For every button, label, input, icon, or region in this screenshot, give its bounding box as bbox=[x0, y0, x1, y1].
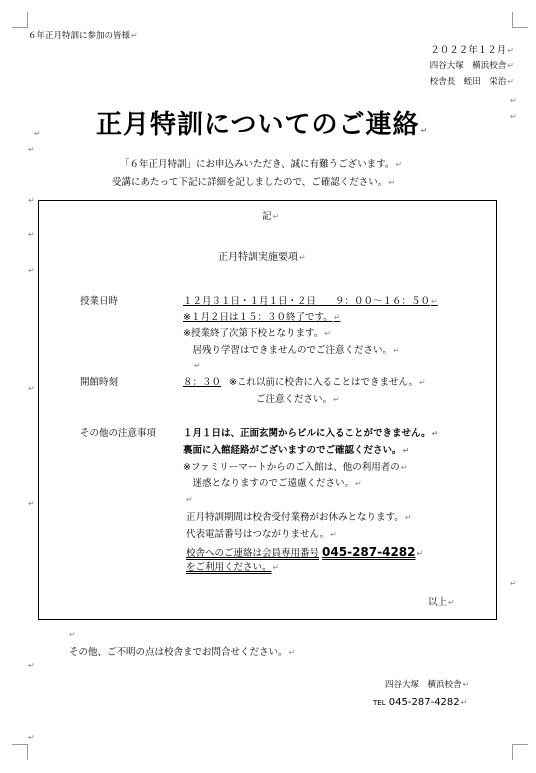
footer-tel-label: TEL bbox=[373, 699, 386, 707]
paragraph-mark-icon: ↵ bbox=[462, 680, 470, 689]
class-time-line-1 bbox=[183, 296, 438, 307]
closing bbox=[69, 647, 295, 658]
paragraph-mark-icon: ↵ bbox=[299, 253, 306, 262]
date-text: ２０２２年１２月 bbox=[430, 45, 507, 56]
notice-bold-1 bbox=[183, 428, 438, 439]
class-time-text: １２月３１日・１月１日・２日 ９：００〜１６：５０ bbox=[183, 296, 431, 307]
notice-bold-text: 裏面に入館経路がございますのでご確認ください。 bbox=[183, 445, 402, 456]
paragraph-mark-icon: ↵ bbox=[431, 429, 439, 438]
paragraph-mark-icon: ↵ bbox=[431, 297, 438, 306]
footer-tel-number: 045-287-4282 bbox=[388, 697, 460, 708]
paragraph-mark-icon: ↵ bbox=[131, 31, 138, 40]
footer-school bbox=[385, 680, 469, 690]
margin-paragraph-mark: ↵ bbox=[34, 129, 41, 138]
paragraph-mark-icon: ↵ bbox=[395, 160, 403, 169]
item-label-other-notes: その他の注意事項 bbox=[80, 428, 157, 439]
paragraph-mark-icon: ↵ bbox=[400, 463, 408, 472]
margin-paragraph-mark: ↵ bbox=[28, 733, 35, 742]
header-note bbox=[28, 31, 138, 41]
office-text: 代表電話番号はつながりません。 bbox=[186, 529, 330, 540]
crop-mark-bl-v bbox=[27, 744, 28, 760]
crop-mark-br-h bbox=[512, 744, 528, 745]
office-line-2 bbox=[186, 529, 337, 540]
opening-time-note-text: ※これ以前に校舎に入ることはできません。 bbox=[229, 377, 419, 388]
opening-time-note-2 bbox=[256, 394, 340, 405]
intro-text: 「６年正月特訓」にお申込みいただき、誠に有難うございます。 bbox=[120, 159, 395, 170]
paragraph-mark-icon: ↵ bbox=[460, 698, 468, 707]
header-note-text: ６年正月特訓に参加の皆様 bbox=[28, 31, 131, 41]
paragraph-mark-icon: ↵ bbox=[420, 126, 429, 135]
paragraph-mark-icon: ↵ bbox=[507, 77, 514, 86]
margin-paragraph-mark: ↵ bbox=[28, 230, 35, 239]
margin-paragraph-mark: ↵ bbox=[28, 384, 35, 393]
item-label-class-time: 授業日時 bbox=[80, 296, 119, 307]
paragraph-mark-icon: ↵ bbox=[404, 513, 412, 522]
contact-number: 045-287-4282 bbox=[322, 545, 416, 559]
margin-paragraph-mark: ↵ bbox=[28, 661, 35, 670]
class-time-line-3 bbox=[183, 328, 331, 339]
ijou bbox=[428, 597, 455, 608]
notice-note-1 bbox=[183, 462, 407, 473]
margin-paragraph-mark: ↵ bbox=[28, 145, 35, 154]
class-time-line-2 bbox=[183, 312, 340, 323]
principal-name-text: 校舎長 蛭田 栄治 bbox=[429, 77, 507, 87]
page-title bbox=[96, 110, 428, 141]
class-time-text: 居残り学習はできませんのでご注意ください。 bbox=[183, 345, 393, 356]
school-name-text: 四谷大塚 横浜校舎 bbox=[429, 61, 507, 71]
paragraph-mark-icon: ↵ bbox=[330, 530, 337, 539]
margin-paragraph-mark: ↵ bbox=[69, 630, 76, 639]
contact-suffix-line bbox=[186, 562, 279, 573]
margin-paragraph-mark: ↵ bbox=[28, 196, 35, 205]
paragraph-mark-icon: ↵ bbox=[416, 549, 424, 558]
footer-tel bbox=[373, 697, 467, 709]
class-time-text: ※１月２日は１５：３０終了です。 bbox=[183, 312, 333, 323]
paragraph-mark-icon: ↵ bbox=[324, 329, 331, 338]
margin-paragraph-mark: ↵ bbox=[510, 96, 517, 105]
footer-school-text: 四谷大塚 横浜校舎 bbox=[385, 680, 462, 690]
margin-paragraph-mark: ↵ bbox=[28, 266, 35, 275]
office-text: 正月特訓期間は校舎受付業務がお休みとなります。 bbox=[186, 512, 404, 523]
intro-line-1 bbox=[120, 159, 402, 170]
paragraph-mark-icon: ↵ bbox=[507, 61, 514, 70]
paragraph-mark-icon: ↵ bbox=[419, 378, 426, 387]
principal-name bbox=[430, 77, 514, 87]
contact-prefix: 校舎へのご連絡は会員専用番号 bbox=[186, 548, 320, 559]
crop-mark-br-v bbox=[512, 744, 513, 760]
opening-time-note-1 bbox=[229, 377, 426, 388]
office-line-1 bbox=[186, 512, 411, 523]
closing-text: その他、ご不明の点は校舎までお問合せください。 bbox=[69, 647, 288, 658]
opening-time-note-text: ご注意ください。 bbox=[256, 394, 333, 405]
paragraph-mark-icon: ↵ bbox=[288, 648, 296, 657]
paragraph-mark-icon: ↵ bbox=[507, 46, 514, 55]
crop-mark-tl-h bbox=[12, 27, 28, 28]
ki-heading bbox=[262, 211, 279, 222]
margin-paragraph-mark: ↵ bbox=[186, 495, 193, 504]
ijou-text: 以上 bbox=[428, 597, 448, 608]
margin-paragraph-mark: ↵ bbox=[510, 579, 517, 588]
school-name bbox=[430, 61, 514, 71]
notice-note-text: 迷惑となりますのでご遠慮ください。 bbox=[183, 478, 355, 489]
crop-mark-tr-h bbox=[512, 27, 528, 28]
paragraph-mark-icon: ↵ bbox=[333, 313, 341, 322]
class-time-line-4 bbox=[183, 345, 400, 356]
crop-mark-tr-v bbox=[512, 12, 513, 28]
notice-note-2 bbox=[183, 478, 362, 489]
date bbox=[430, 45, 514, 56]
page-title-text: 正月特訓についてのご連絡 bbox=[96, 110, 420, 140]
paragraph-mark-icon: ↵ bbox=[272, 563, 280, 572]
crop-mark-bl-h bbox=[12, 744, 28, 745]
box-subtitle bbox=[218, 252, 306, 264]
contact-suffix: をご利用ください。 bbox=[186, 562, 272, 573]
paragraph-mark-icon: ↵ bbox=[333, 395, 340, 404]
margin-paragraph-mark: ↵ bbox=[28, 499, 35, 508]
intro-line-2 bbox=[112, 177, 395, 188]
paragraph-mark-icon: ↵ bbox=[355, 479, 362, 488]
paragraph-mark-icon: ↵ bbox=[272, 212, 280, 221]
margin-paragraph-mark: ↵ bbox=[510, 112, 517, 121]
paragraph-mark-icon: ↵ bbox=[402, 446, 410, 455]
paragraph-mark-icon: ↵ bbox=[393, 346, 400, 355]
crop-mark-tl-v bbox=[27, 12, 28, 28]
notice-note-text: ※ファミリーマートからのご入館は、他の利用者の bbox=[183, 462, 400, 473]
margin-paragraph-mark: ↵ bbox=[194, 361, 201, 370]
box-subtitle-text: 正月特訓実施要項 bbox=[218, 252, 298, 263]
notice-bold-2 bbox=[183, 445, 409, 456]
ki-text: 記 bbox=[262, 211, 272, 222]
intro-text: 受講にあたって下記に詳細を記しましたので、ご確認ください。 bbox=[112, 177, 388, 188]
item-label-opening-time: 開館時刻 bbox=[80, 377, 119, 388]
class-time-text: ※授業終了次第下校となります。 bbox=[183, 328, 324, 339]
notice-bold-text: １月１日は、正面玄関からビルに入ることができません。 bbox=[183, 428, 431, 439]
paragraph-mark-icon: ↵ bbox=[388, 178, 396, 187]
opening-time-value: ８：３０ bbox=[183, 377, 222, 388]
paragraph-mark-icon: ↵ bbox=[448, 598, 455, 607]
contact-line bbox=[186, 545, 423, 559]
